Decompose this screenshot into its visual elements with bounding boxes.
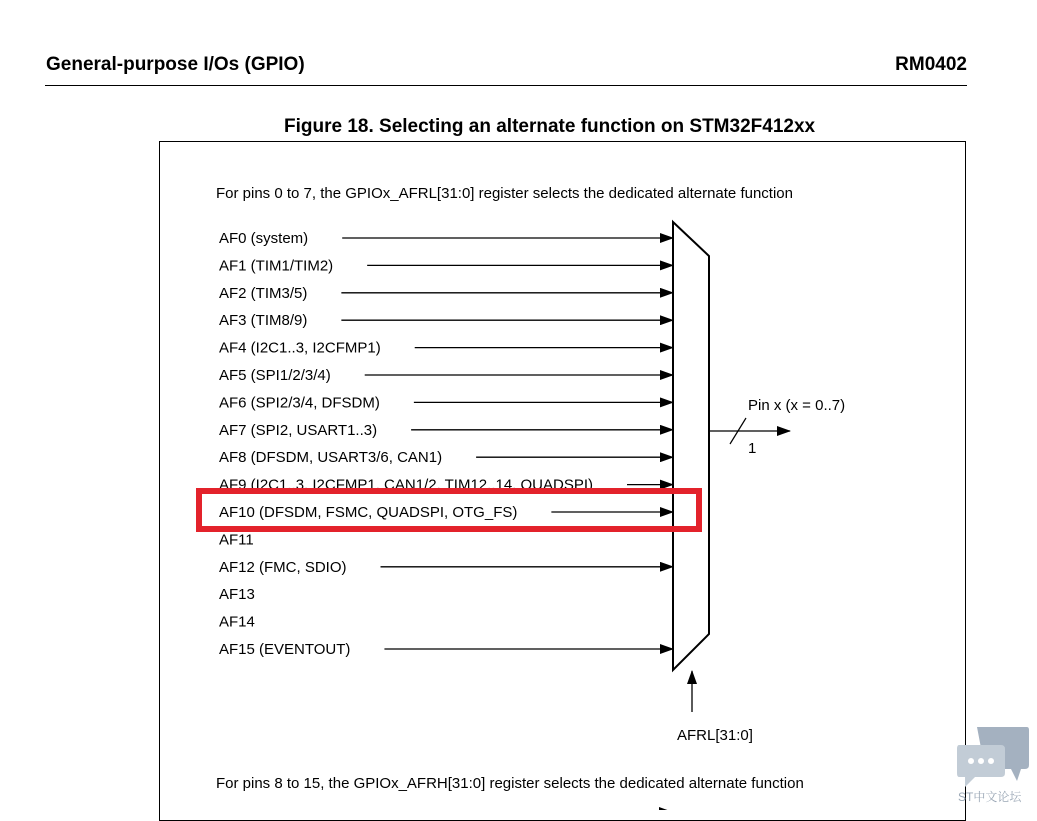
intro-low-text: For pins 0 to 7, the GPIOx_AFRL[31:0] register selects the dedicated alternate function [216,185,793,202]
af-label-5: AF5 (SPI1/2/3/4) [219,367,331,384]
figure-title: Figure 18. Selecting an alternate function on STM32F412xx [284,116,816,137]
af-label-6: AF6 (SPI2/3/4, DFSDM) [219,394,380,412]
af-label-2: AF2 (TIM3/5) [219,284,308,302]
af-label-14: AF14 [219,613,255,631]
af-label-15: AF15 (EVENTOUT) [219,641,351,658]
af-label-10: AF10 (DFSDM, FSMC, QUADSPI, OTG_FS) [219,504,518,521]
af-label-3: AF3 (TIM8/9) [219,312,308,330]
intro-high-text: For pins 8 to 15, the GPIOx_AFRH[31:0] register selects the dedicated alternate function [216,775,804,792]
select-register-label: AFRL[31:0] [677,727,753,744]
bus-width-label: 1 [748,440,757,457]
document-id: RM0402 [895,54,967,75]
function-rows [219,230,673,658]
section-title: General-purpose I/Os (GPIO) [46,54,305,75]
af-label-4: AF4 (I2C1..3, I2CFMP1) [219,339,381,357]
chat-bubble-icon [955,725,1035,795]
multiplexer [673,222,709,670]
af-label-13: AF13 [219,586,255,604]
output-pin-label: Pin x (x = 0..7) [748,397,846,414]
forum-watermark: ST中文论坛 [958,790,1022,804]
af-label-0: AF0 (system) [219,230,309,247]
af-label-12: AF12 (FMC, SDIO) [219,558,347,576]
af-label-7: AF7 (SPI2, USART1..3) [219,421,378,439]
af-label-11: AF11 [219,531,254,549]
af-label-8: AF8 (DFSDM, USART3/6, CAN1) [219,449,443,467]
af-label-9: AF9 (I2C1..3, I2CFMP1, CAN1/2, TIM12..14, QUADSPI) [219,476,594,494]
af-label-1: AF1 (TIM1/TIM2) [219,257,334,275]
